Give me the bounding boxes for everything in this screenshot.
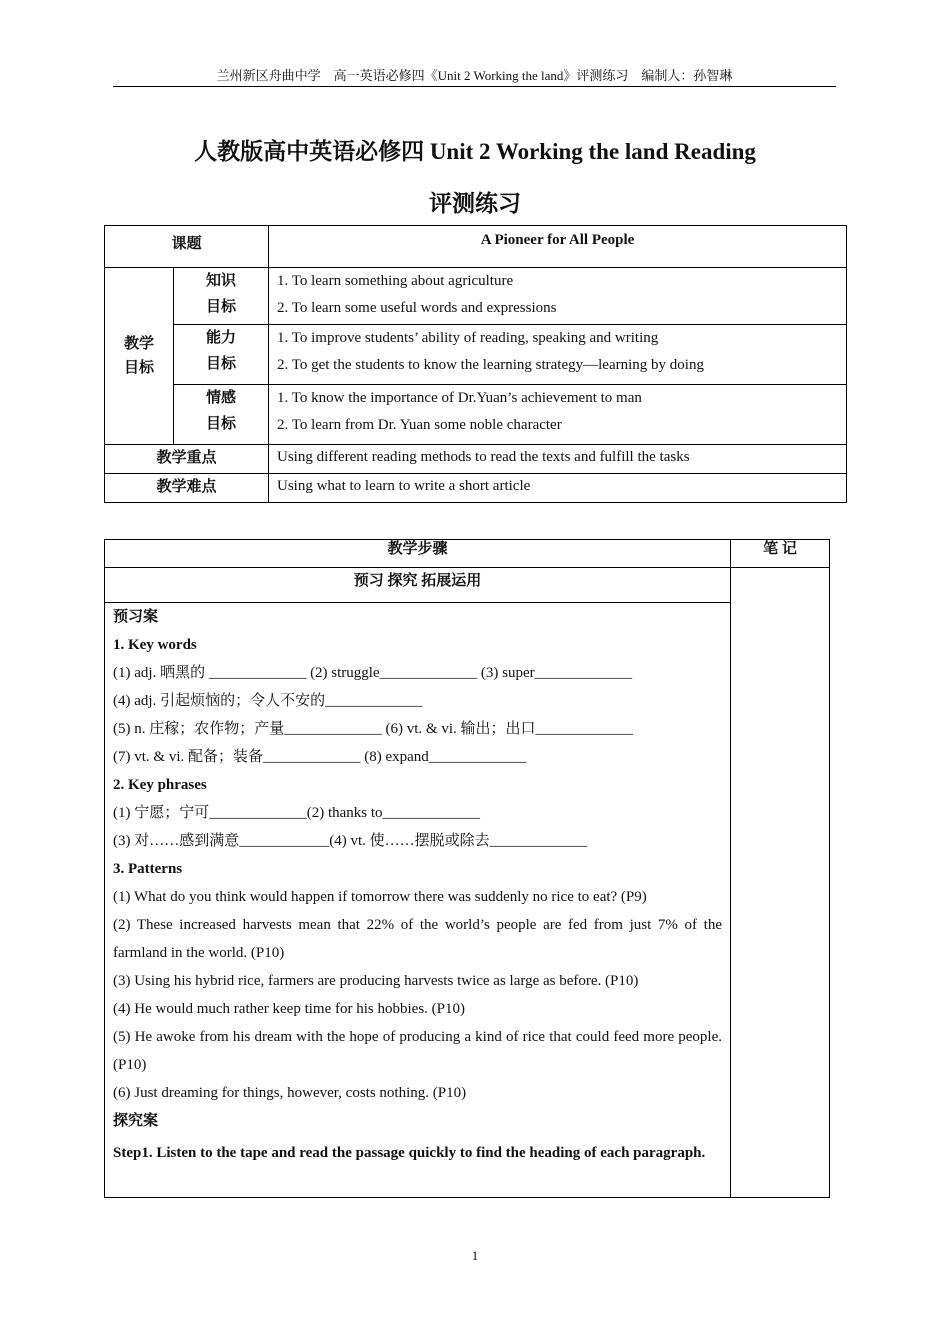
explore-label: 探究案 [113, 1113, 159, 1129]
preview-label: 预习案 [113, 609, 159, 625]
key-words-heading: 1. Key words [113, 637, 197, 653]
objectives-label: 教学 目标 [105, 268, 174, 445]
patterns-heading: 3. Patterns [113, 861, 183, 877]
key-words-line: (5) n. 庄稼；农作物；产量_____________ (6) vt. & vi. 输出；出口_____________ [113, 721, 633, 737]
pattern-item: (2) These increased harvests mean that 22% of the world’s people are fed from just 7% of the farmland in the world. (P10) [113, 917, 722, 961]
ability-label: 能力 目标 [174, 325, 269, 385]
teaching-steps-table [104, 539, 830, 1198]
step1-instruction: Step1. Listen to the tape and read the passage quickly to find the heading of each paragraph. [113, 1145, 706, 1161]
key-words-line: (7) vt. & vi. 配备；装备_____________ (8) expand_____________ [113, 749, 527, 765]
notes-header: 笔 记 [731, 540, 830, 568]
pattern-item: (4) He would much rather keep time for his hobbies. (P10) [113, 1001, 465, 1017]
difficulty-value: Using what to learn to write a short article [269, 474, 847, 503]
document-title: 人教版高中英语必修四 Unit 2 Working the land Reading [194, 139, 756, 164]
key-point-label: 教学重点 [105, 445, 269, 474]
knowledge-label: 知识 目标 [174, 268, 269, 325]
document-subtitle: 评测练习 [429, 191, 521, 216]
steps-content [105, 603, 731, 1198]
pattern-item: (5) He awoke from his dream with the hope of producing a kind of rice that could feed more people. (P10) [113, 1029, 722, 1073]
knowledge-objectives: 1. To learn something about agriculture 2. To learn some useful words and expressions [269, 268, 847, 325]
pattern-item: (1) What do you think would happen if tomorrow there was suddenly no rice to eat? (P9) [113, 889, 647, 905]
topic-label: 课题 [105, 226, 269, 268]
emotion-label: 情感 目标 [174, 385, 269, 445]
steps-subheader: 预习 探究 拓展运用 [105, 568, 731, 603]
key-point-value: Using different reading methods to read the texts and fulfill the tasks [269, 445, 847, 474]
topic-value: A Pioneer for All People [269, 226, 847, 268]
page-header: 兰州新区舟曲中学 高一英语必修四《Unit 2 Working the land》评测练习 编制人：孙智琳 [113, 67, 836, 87]
key-phrases-line: (1) 宁愿；宁可_____________(2) thanks to_____________ [113, 805, 481, 821]
pattern-item: (3) Using his hybrid rice, farmers are producing harvests twice as large as before. (P10) [113, 973, 639, 989]
key-phrases-line: (3) 对……感到满意____________(4) vt. 使……摆脱或除去_____________ [113, 833, 588, 849]
lesson-info-table [104, 225, 847, 503]
ability-objectives: 1. To improve students’ ability of reading, speaking and writing 2. To get the students to know the learning strategy—learning by doing [269, 325, 847, 385]
notes-column [731, 568, 830, 1198]
difficulty-label: 教学难点 [105, 474, 269, 503]
key-words-line: (1) adj. 晒黑的 _____________ (2) struggle_____________ (3) super_____________ [113, 665, 633, 681]
key-words-line: (4) adj. 引起烦恼的；令人不安的_____________ [113, 693, 423, 709]
key-phrases-heading: 2. Key phrases [113, 777, 207, 793]
page-number: 1 [471, 1248, 479, 1263]
pattern-item: (6) Just dreaming for things, however, costs nothing. (P10) [113, 1085, 467, 1101]
steps-header: 教学步骤 [105, 540, 731, 568]
emotion-objectives: 1. To know the importance of Dr.Yuan’s achievement to man 2. To learn from Dr. Yuan some noble character [269, 385, 847, 445]
